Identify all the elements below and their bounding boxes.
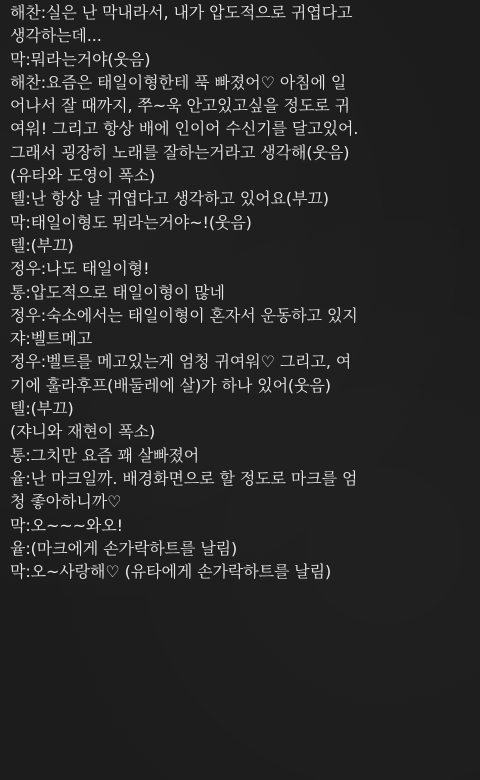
transcript-line: 텔:(부끄): [10, 235, 74, 255]
transcript-line: 윹:난 마크일까. 배경화면으로 할 정도로 마크를 엄: [10, 468, 358, 488]
transcript-line: 생각하는데...: [10, 26, 102, 46]
transcript-line: 그래서 굉장히 노래를 잘하는거라고 생각해(웃음): [10, 142, 350, 162]
transcript-line: 윹:(마크에게 손가락하트를 날림): [10, 538, 238, 558]
transcript-line: 통:압도적으로 태일이형이 많네: [10, 282, 225, 302]
transcript-line: 청 좋아하니까♡: [10, 492, 122, 512]
transcript-line: 정우:나도 태일이형!: [10, 259, 150, 279]
transcript-line: 여워! 그리고 항상 배에 인이어 수신기를 달고있어.: [10, 119, 359, 139]
transcript-line: 텔:난 항상 날 귀엽다고 생각하고 있어요(부끄): [10, 189, 329, 209]
transcript-line: 해찬:요즘은 태일이형한테 푹 빠졌어♡ 아침에 일: [10, 72, 347, 92]
transcript-line: 막:뭐라는거야(웃음): [10, 49, 151, 69]
transcript-line: 텔:(부끄): [10, 399, 74, 419]
transcript-line: 정우:벨트를 메고있는게 엄청 귀여워♡ 그리고, 여: [10, 352, 352, 372]
transcript-line: 기에 훌라후프(배둘레에 살)가 하나 있어(웃음): [10, 375, 331, 395]
transcript-line: 쟈:벨트메고: [10, 329, 93, 349]
transcript-line: 해찬:실은 난 막내라서, 내가 압도적으로 귀엽다고: [10, 3, 353, 22]
transcript-line: 어나서 잘 때까지, 쭈~욱 안고있고싶을 정도로 귀: [10, 96, 350, 116]
transcript-line: 통:그치만 요즘 꽤 살빠졌어: [10, 445, 200, 465]
transcript-line: 정우:숙소에서는 태일이형이 혼자서 운동하고 있지: [10, 305, 358, 325]
transcript-line: 막:오~~~와오!: [10, 515, 123, 535]
transcript-line: (유타와 도영이 폭소): [10, 166, 156, 186]
transcript-line: (쟈니와 재현이 폭소): [10, 422, 156, 442]
transcript-line: 막:오~사랑해♡ (유타에게 손가락하트를 날림): [10, 562, 332, 582]
transcript-line: 막:태일이형도 뭐라는거야~!(웃음): [10, 212, 252, 232]
